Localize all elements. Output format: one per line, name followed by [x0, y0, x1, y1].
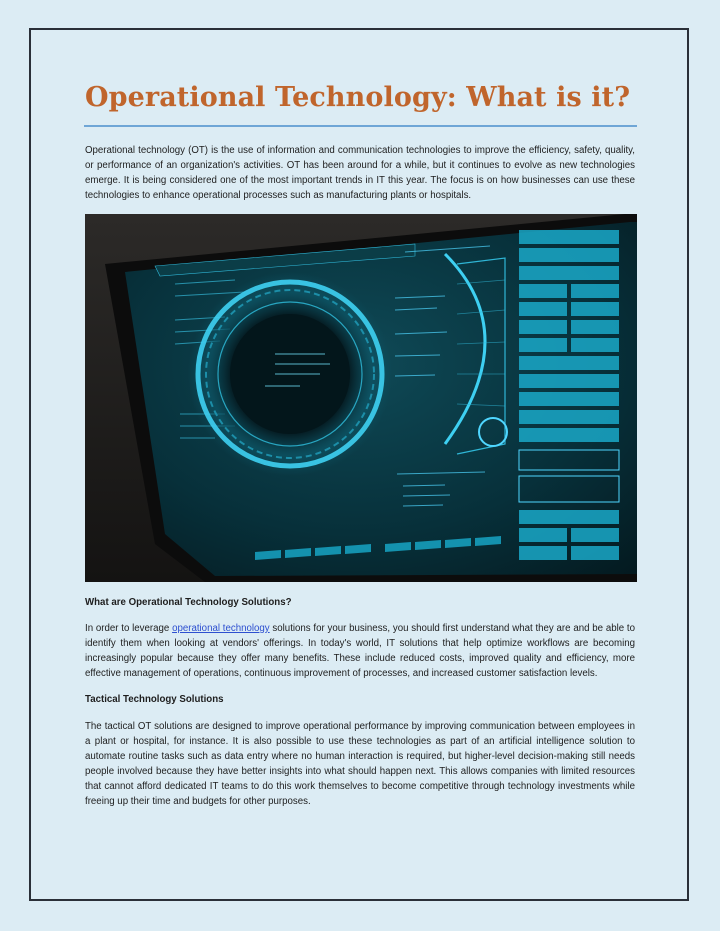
page-title: Operational Technology: What is it? — [85, 82, 631, 113]
title-underline — [84, 125, 637, 127]
paragraph-text: solutions for your business, you should first understand what they are and be able to identify them when looking at vendors' offerings. In today's world, IT solutions that help optimize workflows are becoming increasingly popular because they offer many benefits. These include reduced costs, improved quality and efficiency, more effective management of operations, continuous improvement of processes, and increased customer satisfaction levels. — [85, 623, 635, 679]
section-heading-tactical: Tactical Technology Solutions — [85, 694, 224, 705]
section-paragraph-solutions — [85, 621, 635, 681]
section-heading-solutions: What are Operational Technology Solutions? — [85, 597, 292, 608]
hero-image — [85, 214, 637, 582]
operational-technology-link[interactable]: operational technology — [172, 623, 270, 634]
paragraph-text: In order to leverage — [85, 623, 173, 634]
intro-paragraph: Operational technology (OT) is the use of information and communication technologies to improve the efficiency, safety, quality, or performance of an organization's activities. OT has been around for a while, but it continues to evolve as new technologies emerge. It is being considered one of the most important trends in IT this year. The focus is on how businesses can use these technologies to enhance operational processes such as manufacturing plants or hospitals. — [85, 145, 635, 201]
section-paragraph-tactical: The tactical OT solutions are designed to improve operational performance by improving communication between employees in a plant or hospital, for instance. It is also possible to use these technologies as part of an artificial intelligence solution to automate routine tasks such as data entry where no human interaction is required, but higher-level decision-making still needs people involved because they have better insights into what should happen next. This allows companies with limited resources that cannot afford dedicated IT teams to do this work themselves to become competitive through technology investments while freeing up their time and budgets for other purposes. — [85, 721, 635, 807]
